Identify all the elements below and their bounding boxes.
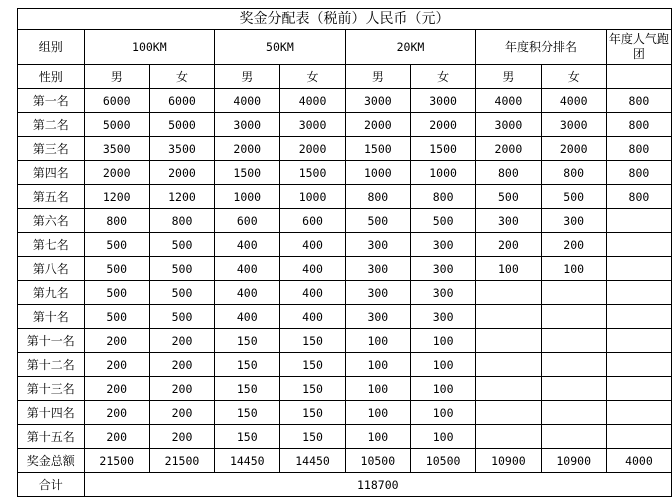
prize-cell: 10500 [410,449,475,473]
prize-cell: 500 [541,185,606,209]
gender-label-cell: 性别 [18,65,85,89]
rank-label: 第十三名 [18,377,85,401]
prize-cell: 100 [345,425,410,449]
table-row [18,305,672,329]
prize-cell: 100 [345,401,410,425]
rank-label: 第八名 [18,257,85,281]
prize-cell: 300 [541,209,606,233]
prize-cell [606,233,671,257]
prize-cell: 1500 [215,161,280,185]
prize-cell: 150 [280,329,345,353]
gender-cell: 女 [149,65,214,89]
prize-cell: 500 [476,185,541,209]
group-header-100km: 100KM [84,30,215,65]
gender-cell: 男 [215,65,280,89]
prize-cell: 100 [345,377,410,401]
prize-cell: 5000 [149,113,214,137]
table-row [18,161,672,185]
prize-cell: 3000 [280,113,345,137]
prize-cell: 800 [606,89,671,113]
rank-label: 第九名 [18,281,85,305]
prize-cell: 2000 [215,137,280,161]
prize-cell: 150 [280,353,345,377]
prize-cell: 500 [84,233,149,257]
prize-cell: 400 [215,281,280,305]
table-row [18,329,672,353]
table-row [18,257,672,281]
prize-cell: 1000 [215,185,280,209]
prize-cell: 800 [606,113,671,137]
total-row [18,473,672,497]
prize-cell: 100 [345,353,410,377]
prize-cell: 2000 [149,161,214,185]
rank-label: 第十四名 [18,401,85,425]
prize-cell: 300 [345,305,410,329]
prize-cell: 200 [149,377,214,401]
prize-cell [476,353,541,377]
prize-cell: 300 [410,233,475,257]
prize-cell: 200 [84,401,149,425]
prize-cell: 3000 [410,89,475,113]
prize-cell: 800 [410,185,475,209]
table-row [18,209,672,233]
prize-cell: 2000 [476,137,541,161]
prize-cell: 6000 [84,89,149,113]
table-row [18,449,672,473]
prize-cell: 500 [84,257,149,281]
prize-cell: 100 [476,257,541,281]
prize-cell: 10500 [345,449,410,473]
prize-cell [476,329,541,353]
gender-cell: 女 [280,65,345,89]
prize-cell: 200 [84,329,149,353]
prize-cell: 3000 [541,113,606,137]
prize-cell: 10900 [476,449,541,473]
title-row [18,9,672,30]
prize-cell: 500 [84,281,149,305]
prize-cell: 2000 [345,113,410,137]
prize-cell: 200 [149,401,214,425]
prize-cell: 800 [606,185,671,209]
prize-cell: 1500 [280,161,345,185]
prize-cell: 150 [215,353,280,377]
table-row [18,353,672,377]
prize-cell: 200 [149,329,214,353]
prize-cell: 150 [215,377,280,401]
prize-cell: 200 [84,353,149,377]
prize-cell [541,329,606,353]
gender-header-row [18,65,672,89]
prize-cell: 1200 [84,185,149,209]
gender-cell: 男 [476,65,541,89]
prize-cell: 500 [149,281,214,305]
table-row [18,377,672,401]
rank-label: 第六名 [18,209,85,233]
rank-label: 第十二名 [18,353,85,377]
prize-cell: 200 [84,425,149,449]
prize-cell: 400 [280,233,345,257]
prize-cell: 1000 [345,161,410,185]
total-value: 118700 [84,473,671,497]
rank-label: 奖金总额 [18,449,85,473]
table-row [18,185,672,209]
gender-cell-empty [606,65,671,89]
rank-label: 第十五名 [18,425,85,449]
group-label-cell: 组别 [18,30,85,65]
table-row [18,137,672,161]
prize-cell: 200 [149,425,214,449]
prize-cell: 200 [84,377,149,401]
prize-cell: 500 [84,305,149,329]
prize-cell: 600 [280,209,345,233]
prize-cell: 3000 [215,113,280,137]
prize-cell: 500 [149,305,214,329]
prize-cell [476,425,541,449]
prize-cell: 10900 [541,449,606,473]
prize-cell: 300 [410,281,475,305]
prize-cell: 500 [410,209,475,233]
prize-cell: 300 [345,281,410,305]
prize-cell: 150 [280,377,345,401]
prize-cell: 3000 [345,89,410,113]
prize-cell: 150 [280,401,345,425]
prize-cell: 150 [215,425,280,449]
prize-cell: 400 [215,233,280,257]
prize-table-body [18,9,672,497]
prize-cell [606,209,671,233]
group-header-row [18,30,672,65]
prize-cell: 800 [476,161,541,185]
table-row [18,113,672,137]
prize-cell [606,377,671,401]
prize-cell: 300 [345,233,410,257]
prize-cell: 3500 [149,137,214,161]
rank-label: 第十名 [18,305,85,329]
prize-cell: 100 [410,377,475,401]
rank-label: 第五名 [18,185,85,209]
prize-cell [541,401,606,425]
prize-cell: 1500 [410,137,475,161]
rank-label: 第七名 [18,233,85,257]
prize-cell: 100 [410,353,475,377]
group-header-popular-club: 年度人气跑团 [606,30,671,65]
prize-cell: 200 [476,233,541,257]
prize-cell: 3000 [476,113,541,137]
prize-cell: 800 [84,209,149,233]
prize-cell [541,425,606,449]
gender-cell: 男 [345,65,410,89]
prize-cell [606,257,671,281]
prize-cell: 1000 [410,161,475,185]
prize-cell: 150 [215,329,280,353]
prize-cell [541,281,606,305]
prize-cell: 2000 [541,137,606,161]
rank-label: 第十一名 [18,329,85,353]
group-header-annual-points: 年度积分排名 [476,30,607,65]
prize-cell [606,281,671,305]
prize-cell: 400 [280,281,345,305]
prize-cell: 800 [149,209,214,233]
prize-cell: 300 [345,257,410,281]
prize-cell [606,353,671,377]
prize-cell: 100 [541,257,606,281]
prize-cell: 800 [606,137,671,161]
table-title: 奖金分配表（税前）人民币（元） [18,9,672,30]
prize-cell: 400 [280,305,345,329]
prize-table [17,8,672,497]
prize-cell: 300 [410,257,475,281]
prize-cell: 4000 [541,89,606,113]
table-row [18,425,672,449]
prize-cell [476,377,541,401]
prize-cell: 14450 [280,449,345,473]
prize-cell [541,305,606,329]
prize-cell: 1200 [149,185,214,209]
prize-cell: 6000 [149,89,214,113]
table-row [18,401,672,425]
gender-cell: 女 [541,65,606,89]
prize-cell: 2000 [410,113,475,137]
prize-cell: 500 [149,233,214,257]
prize-cell: 14450 [215,449,280,473]
group-header-50km: 50KM [215,30,346,65]
group-header-20km: 20KM [345,30,476,65]
prize-cell [476,401,541,425]
prize-cell: 200 [149,353,214,377]
rank-label: 第一名 [18,89,85,113]
prize-cell: 4000 [476,89,541,113]
prize-cell: 2000 [84,161,149,185]
prize-cell: 4000 [280,89,345,113]
prize-cell: 800 [345,185,410,209]
prize-cell: 4000 [215,89,280,113]
rank-label: 第三名 [18,137,85,161]
prize-cell [476,305,541,329]
prize-cell: 400 [215,305,280,329]
prize-cell [541,377,606,401]
rank-label: 第二名 [18,113,85,137]
rank-label: 第四名 [18,161,85,185]
prize-cell: 2000 [280,137,345,161]
prize-cell: 500 [345,209,410,233]
prize-cell [541,353,606,377]
prize-cell: 1500 [345,137,410,161]
prize-cell: 4000 [606,449,671,473]
table-row [18,89,672,113]
total-label: 合计 [18,473,85,497]
prize-cell: 200 [541,233,606,257]
prize-cell: 300 [476,209,541,233]
prize-cell: 21500 [84,449,149,473]
prize-cell: 400 [215,257,280,281]
prize-cell: 400 [280,257,345,281]
prize-cell: 5000 [84,113,149,137]
prize-cell: 150 [215,401,280,425]
prize-cell: 800 [541,161,606,185]
prize-cell: 100 [410,329,475,353]
prize-cell: 1000 [280,185,345,209]
gender-cell: 男 [84,65,149,89]
prize-cell [606,305,671,329]
prize-cell: 21500 [149,449,214,473]
prize-cell [606,425,671,449]
prize-cell: 500 [149,257,214,281]
prize-cell: 100 [410,425,475,449]
table-row [18,281,672,305]
prize-cell [476,281,541,305]
prize-cell: 800 [606,161,671,185]
prize-cell [606,401,671,425]
prize-cell: 100 [410,401,475,425]
gender-cell: 女 [410,65,475,89]
prize-cell: 3500 [84,137,149,161]
prize-cell: 150 [280,425,345,449]
table-row [18,233,672,257]
prize-cell: 100 [345,329,410,353]
prize-cell: 600 [215,209,280,233]
prize-cell [606,329,671,353]
prize-cell: 300 [410,305,475,329]
